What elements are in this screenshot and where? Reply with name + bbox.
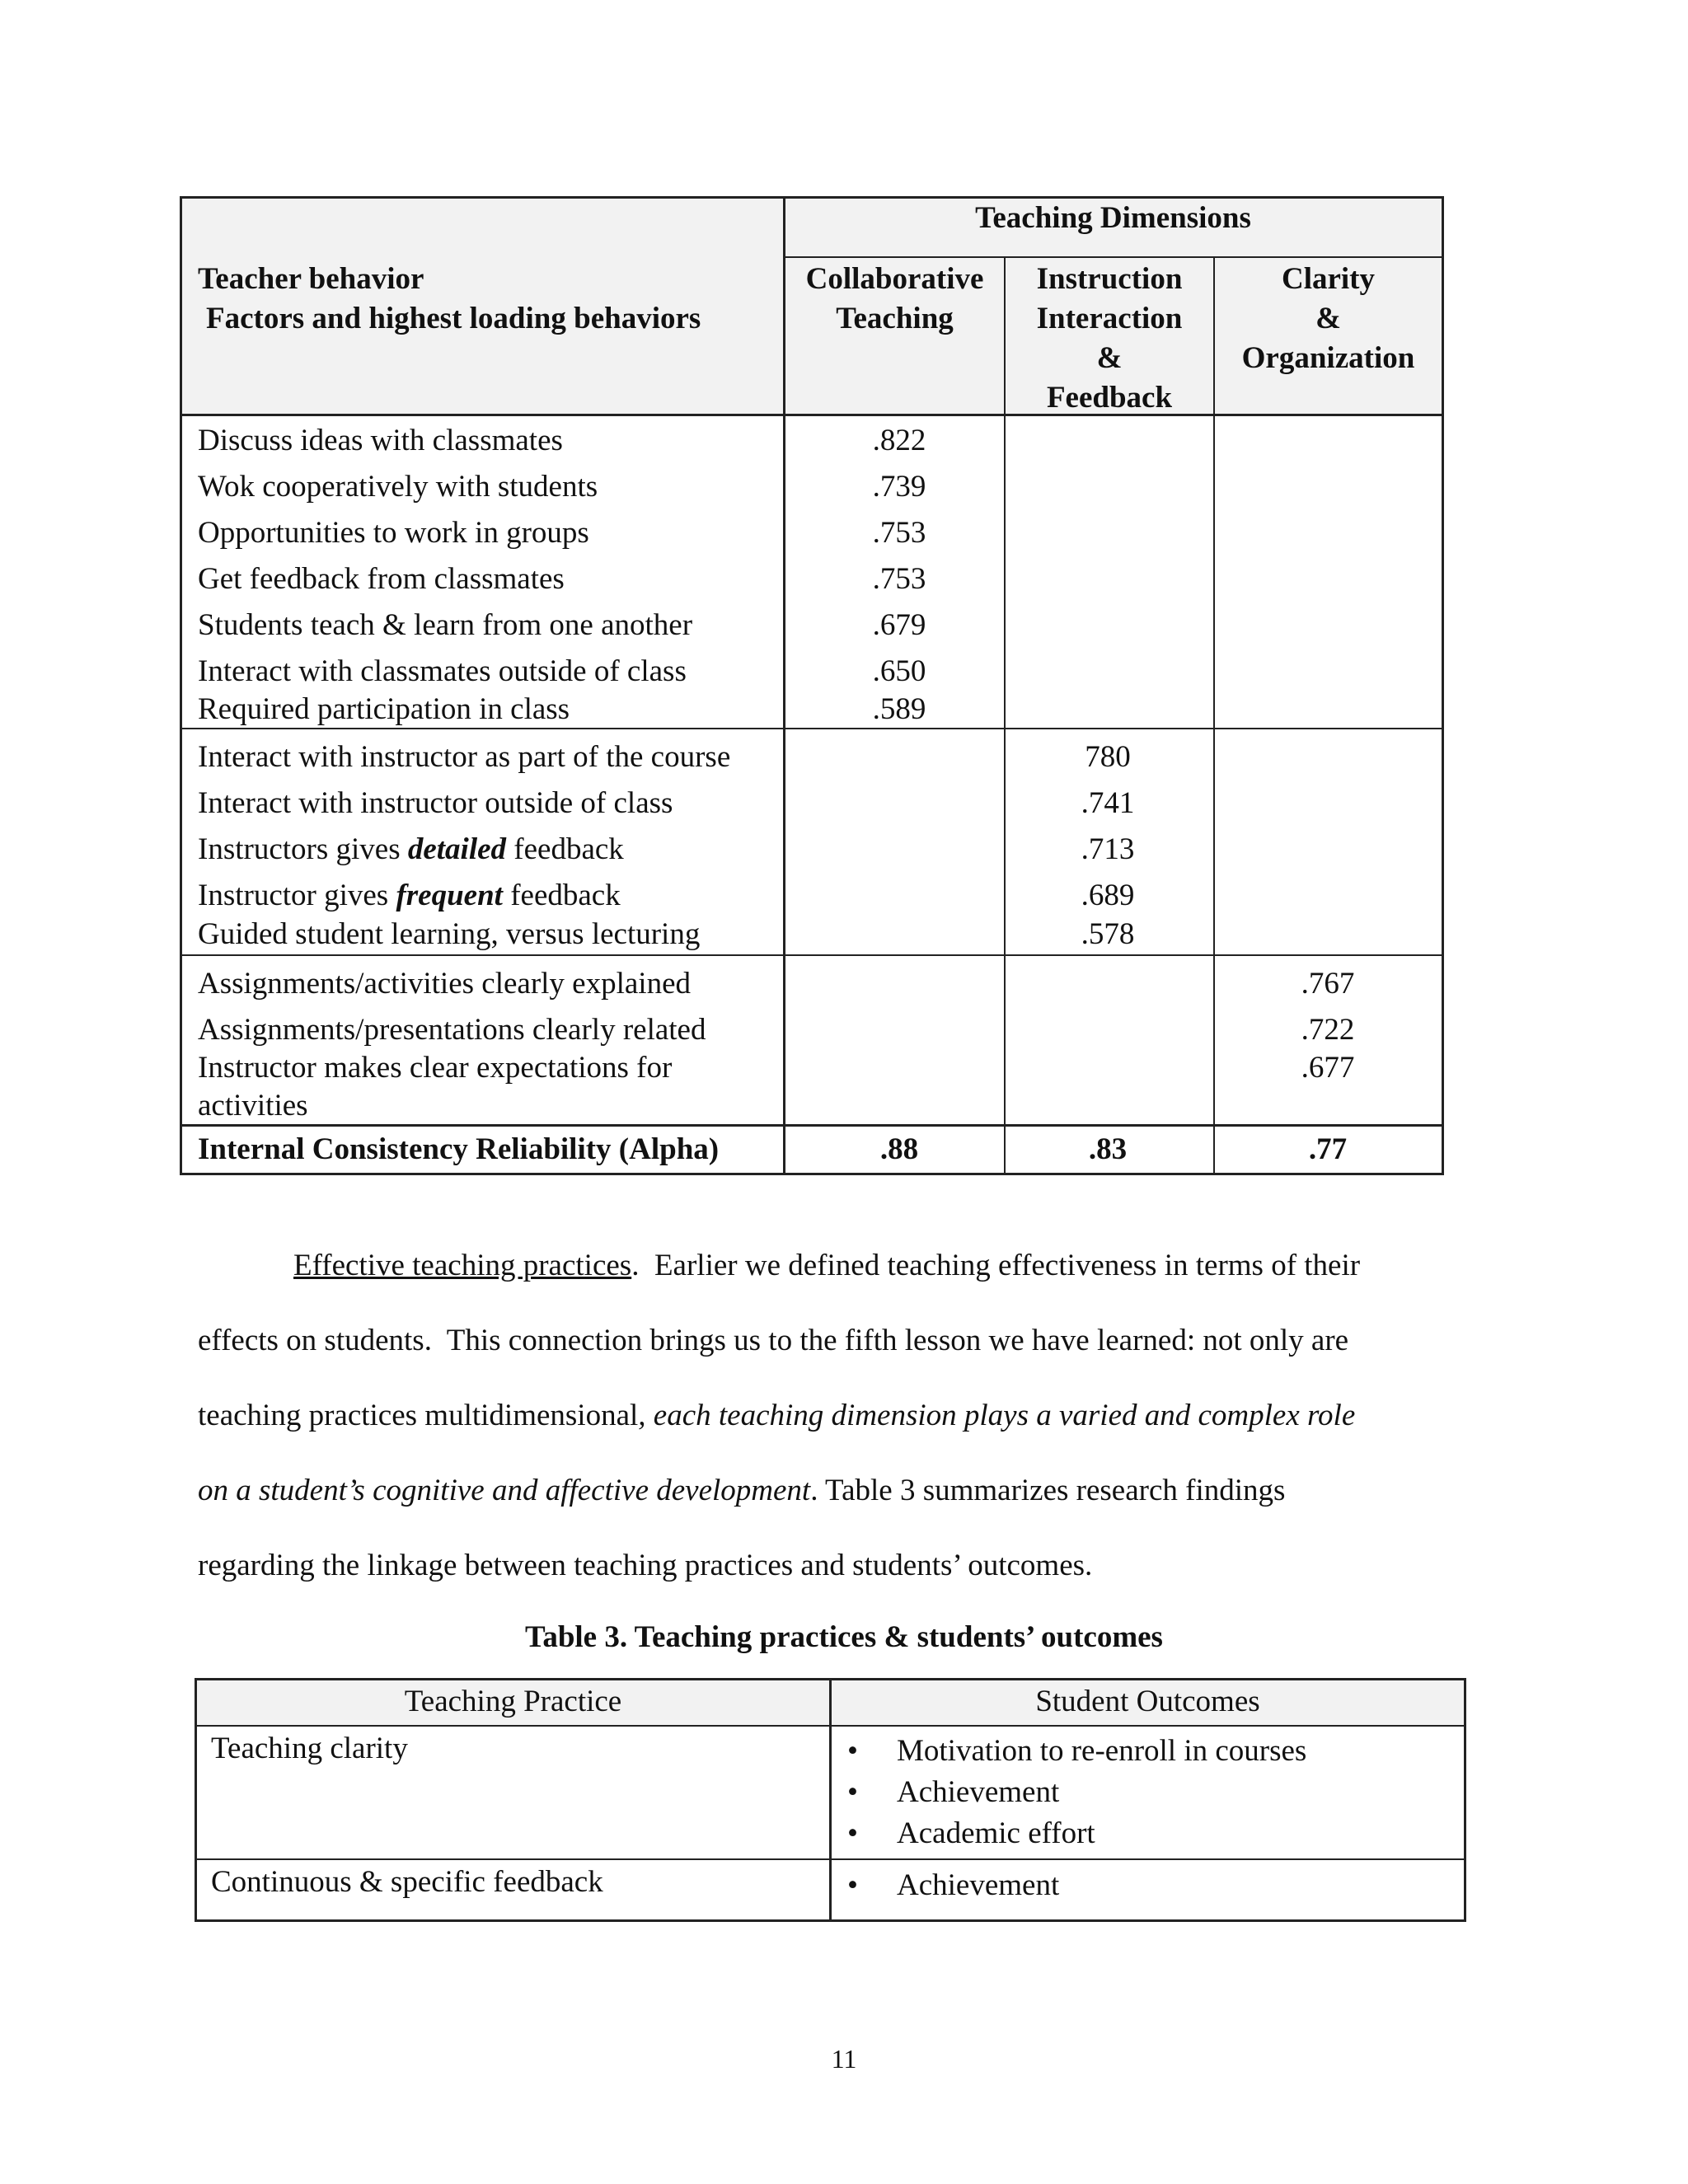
- loading-value: .578: [1081, 917, 1135, 951]
- behavior-label: Interact with instructor as part of the course: [198, 740, 731, 774]
- behavior-label: [198, 878, 621, 914]
- behavior-label: Assignments/activities clearly explained: [198, 967, 691, 1001]
- outcome-text: Academic effort: [897, 1816, 1095, 1850]
- teaching-practice-cell: Teaching clarity: [211, 1732, 408, 1765]
- loading-value: .677: [1301, 1051, 1355, 1085]
- paragraph-line: effects on students. This connection brings us to the fifth lesson we have learned: not only are: [198, 1324, 1349, 1357]
- teaching-dimensions-header: Teaching Dimensions: [975, 201, 1251, 235]
- outcome-text: Achievement: [897, 1868, 1060, 1902]
- loading-value: .713: [1081, 832, 1135, 866]
- behavior-label: Interact with instructor outside of class: [198, 786, 673, 820]
- column-header-clarity-line: Organization: [1241, 341, 1415, 375]
- paragraph-line: [198, 1398, 1355, 1433]
- column-header-instruction: [1006, 260, 1213, 418]
- loading-value: .689: [1081, 879, 1135, 912]
- bullet-icon: •: [847, 1816, 858, 1850]
- column-header-collaborative: [785, 260, 1004, 339]
- paragraph-text: teaching practices multidimensional: [198, 1399, 639, 1432]
- column-header-student-outcomes: Student Outcomes: [1035, 1685, 1260, 1718]
- paragraph-line: [198, 1473, 1285, 1508]
- bullet-icon: •: [847, 1868, 858, 1902]
- loading-value: .767: [1301, 967, 1355, 1001]
- paragraph-text: . Earlier we defined teaching effectiveness in terms of their: [631, 1249, 1361, 1282]
- loading-value: .722: [1301, 1013, 1355, 1047]
- behavior-label: Opportunities to work in groups: [198, 516, 589, 550]
- behavior-label: Interact with classmates outside of class: [198, 654, 687, 688]
- bullet-icon: •: [847, 1734, 858, 1768]
- loading-value: .679: [872, 608, 926, 642]
- reliability-label: Internal Consistency Reliability (Alpha): [198, 1132, 720, 1166]
- paragraph-text: . Table 3 summarizes research findings: [810, 1474, 1286, 1507]
- reliability-instruction: .83: [1088, 1132, 1128, 1166]
- outcome-text: Achievement: [897, 1775, 1060, 1809]
- row-header: [198, 260, 701, 339]
- behavior-label: Guided student learning, versus lecturing: [198, 917, 701, 951]
- paragraph-line: [293, 1248, 1360, 1283]
- row-header-subtitle: Factors and highest loading behaviors: [206, 302, 701, 335]
- column-header-collaborative-line: Collaborative: [805, 262, 984, 296]
- column-header-collaborative-line: Teaching: [836, 302, 954, 335]
- behavior-label: Instructor makes clear expectations for: [198, 1051, 673, 1085]
- loading-value: .753: [872, 516, 926, 550]
- behavior-label-text: Instructors gives: [198, 832, 408, 866]
- bullet-icon: •: [847, 1775, 858, 1809]
- behavior-label: Required participation in class: [198, 692, 570, 726]
- paragraph-emphasis: , each teaching dimension plays a varied and complex role: [638, 1399, 1356, 1432]
- outcome-text: Motivation to re-enroll in courses: [897, 1734, 1307, 1768]
- reliability-clarity: .77: [1308, 1132, 1348, 1166]
- behavior-label: Students teach & learn from one another: [198, 608, 693, 642]
- teaching-practice-cell: Continuous & specific feedback: [211, 1865, 603, 1899]
- loading-value: .753: [872, 562, 926, 596]
- column-header-instruction-line: Instruction: [1036, 262, 1183, 296]
- paragraph-emphasis: on a student’s cognitive and affective development: [198, 1474, 811, 1507]
- loading-value: .822: [872, 424, 926, 457]
- column-header-instruction-line: Feedback: [1046, 381, 1173, 415]
- section-heading: Effective teaching practices: [293, 1249, 632, 1282]
- loading-value: .741: [1081, 786, 1135, 820]
- column-header-instruction-line: &: [1096, 341, 1123, 375]
- behavior-label: Wok cooperatively with students: [198, 470, 598, 504]
- behavior-label-text: Instructor gives: [198, 879, 396, 912]
- loading-value: .589: [872, 692, 926, 726]
- page-number: 11: [831, 2044, 857, 2074]
- loading-value: 780: [1085, 740, 1131, 774]
- behavior-label: Discuss ideas with classmates: [198, 424, 563, 457]
- row-header-title: Teacher behavior: [198, 262, 424, 296]
- paragraph-line: regarding the linkage between teaching practices and students’ outcomes.: [198, 1549, 1093, 1582]
- behavior-label: activities: [198, 1089, 308, 1122]
- emphasis-detailed: detailed: [407, 832, 507, 866]
- behavior-label-text: feedback: [502, 879, 621, 912]
- emphasis-frequent: frequent: [396, 879, 503, 912]
- loading-value: .739: [872, 470, 926, 504]
- behavior-label: Get feedback from classmates: [198, 562, 565, 596]
- behavior-label: Assignments/presentations clearly related: [198, 1013, 706, 1047]
- column-header-teaching-practice: Teaching Practice: [404, 1685, 622, 1718]
- table-caption: Table 3. Teaching practices & students’ outcomes: [525, 1620, 1163, 1654]
- column-header-clarity-line: Clarity: [1281, 262, 1376, 296]
- reliability-collaborative: .88: [879, 1132, 919, 1166]
- column-header-clarity: [1215, 260, 1442, 378]
- column-header-instruction-line: Interaction: [1036, 302, 1183, 335]
- behavior-label: [198, 832, 624, 868]
- column-header-clarity-line: &: [1315, 302, 1341, 335]
- behavior-label-text: feedback: [506, 832, 624, 866]
- loading-value: .650: [872, 654, 926, 688]
